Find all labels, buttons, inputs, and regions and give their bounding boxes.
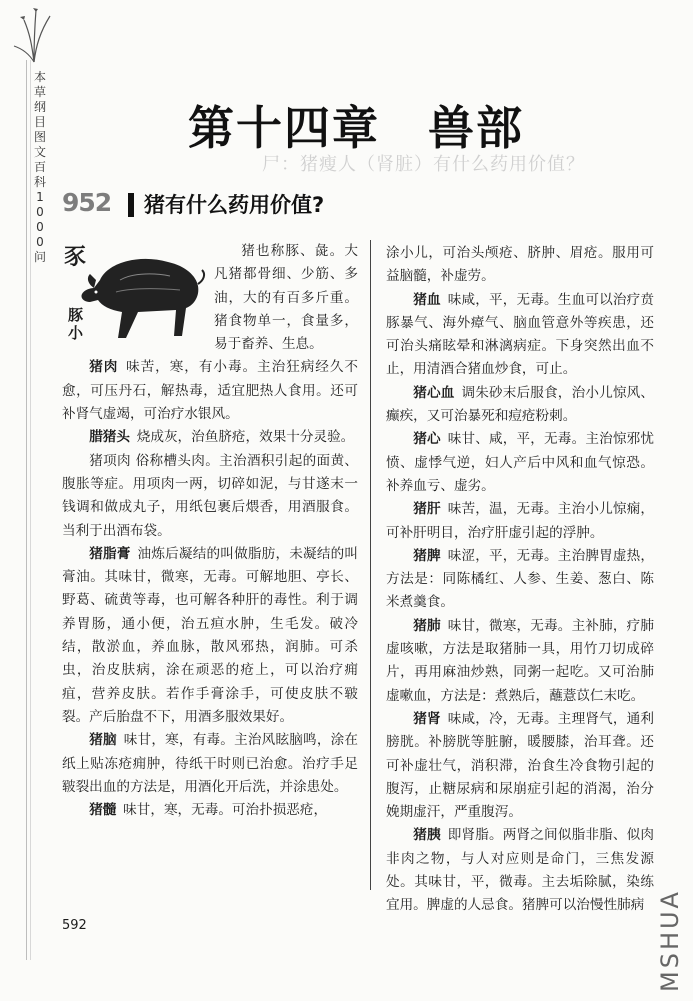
book-title-vertical: 本草纲目图文百科1000问 — [33, 70, 46, 264]
paragraph — [386, 615, 654, 708]
paragraph — [62, 426, 358, 449]
entry-term: 猪肾 — [413, 710, 441, 727]
paragraph — [386, 824, 654, 917]
paragraph — [62, 356, 358, 426]
entry-term: 猪心 — [413, 431, 441, 448]
entry-term: 猪肝 — [413, 501, 441, 518]
entry-term: 猪胰 — [413, 827, 441, 844]
title-bar-divider — [128, 193, 134, 217]
entry-term: 猪血 — [413, 291, 441, 308]
paragraph — [386, 382, 654, 429]
chapter-title: 第十四章 兽部 — [188, 101, 524, 155]
entry-term: 猪肺 — [413, 617, 441, 634]
margin-rule — [26, 60, 27, 960]
page-number: 592 — [62, 918, 87, 933]
entry-text: 油炼后凝结的叫做脂肪，未凝结的叫膏油。其味甘，微寒，无毒。可解地胆、亭长、野葛、硫黄等毒，也可解各种肝的毒性。利于调养胃肠，通小便，治五疸水肿，生毛发。破冷结，散淤血，养血脉，散风邪热，润肺。可杀虫，治皮肤病，涂在顽恶的疮上，可以治疗痈疽，营养皮肤。若作手膏涂手，可使皮肤不皲裂。产后胎盘不下，用酒多服效果好。 — [62, 545, 359, 725]
question-number: 952 — [62, 188, 112, 217]
entry-term: 猪脑 — [89, 732, 117, 749]
paragraph — [386, 498, 654, 545]
entry-term: 猪心血 — [413, 384, 455, 401]
entry-text: 猪项肉 俗称槽头肉。主治酒积引起的面黄、腹胀等症。用项肉一两，切碎如泥，与甘遂末一钱调和做成丸子，用纸包裹后煨香，用酒服食。当利于出酒布袋。 — [62, 452, 358, 539]
illustration-label-top: 豕 — [64, 244, 87, 270]
pig-illustration — [60, 240, 208, 350]
entry-term: 猪脾 — [413, 547, 441, 564]
paragraph — [62, 450, 358, 543]
entry-text: 味甘，寒，有毒。主治风眩脑鸣，涂在纸上贴冻疮痈肿，待纸干时则已治愈。治疗手足皲裂出血的方法是，用酒化开后洗，并涂患处。 — [62, 732, 359, 795]
entry-text: 味苦，寒，有小毒。主治狂病经久不愈，可压丹石，解热毒，适宜肥热人食用。还可补肾气虚竭，可治疗水银风。 — [62, 359, 359, 423]
paragraph — [386, 289, 654, 382]
paragraph — [386, 545, 654, 615]
question-title: 猪有什么药用价值? — [144, 193, 325, 217]
entry-text: 味苦，温，无毒。主治小儿惊痫，可补肝明目，治疗肝虚引起的浮肿。 — [386, 501, 654, 541]
entry-term: 猪髓 — [89, 802, 117, 819]
entry-text: 调朱砂末后服食，治小儿惊风、癫疾，又可治暴死和痘疮粉刺。 — [386, 384, 654, 425]
paragraph — [386, 708, 654, 824]
entry-term: 腊猪头 — [89, 429, 130, 446]
column-divider — [370, 240, 371, 890]
entry-text: 味咸，冷，无毒。主理肾气，通利膀胱。补膀胱等脏腑，暖腰膝，治耳聋。还可补虚壮气，消积滞，治食生冷食物引起的腹泻，止糖尿病和尿崩症引起的消渴，治分娩期虚汗，严重腹泻。 — [386, 710, 654, 821]
illustration-label-bottom: 豚小 — [68, 306, 84, 342]
right-column — [386, 242, 654, 918]
margin-rule-inner — [30, 60, 31, 960]
entry-term: 猪肉 — [89, 359, 119, 376]
entry-text: 味甘、咸，平，无毒。主治惊邪忧愤、虚悸气逆，妇人产后中风和血气惊恐。补养血亏、虚劣。 — [386, 431, 654, 494]
entry-text: 烧成灰，治鱼脐疮，效果十分灵验。 — [136, 429, 355, 446]
entry-text: 即肾脂。两肾之间似脂非脂、似肉非肉之物，与人对应则是命门，三焦发源处。其味甘，平，微毒。主去垢除腻，染练宜用。脾虚的人忌食。猪脾可以治慢性肺病 — [386, 827, 654, 914]
paragraph — [386, 242, 654, 289]
entry-text: 味甘，寒，无毒。可治扑损恶疮， — [123, 802, 328, 819]
entry-text: 味甘，微寒，无毒。主补肺，疗肺虚咳嗽，方法是取猪肺一具，用竹刀切成碎片，再用麻油炒熟，同粥一起吃。又可治肺虚嗽血，方法是：煮熟后，蘸薏苡仁末吃。 — [386, 617, 654, 704]
bleed-through-text: 尸：猪瘦人（肾脏）有什么药用价值？ — [262, 154, 585, 175]
entry-text: 味咸，平，无毒。生血可以治疗贲豚暴气、海外瘴气、脑血管意外等疾患，还可治头痛眩晕和淋漓病症。下身突然出血不止，用清酒合猪血炒食，可止。 — [386, 291, 654, 378]
watermark: MSHUA — [656, 889, 684, 992]
left-column — [62, 240, 358, 822]
orchid-ornament-icon — [12, 6, 56, 64]
entry-text: 涂小儿，可治头颅疮、脐肿、眉疮。服用可益脑髓，补虚劳。 — [386, 245, 654, 285]
entry-text: 味涩，平，无毒。主治脾胃虚热，方法是：同陈橘红、人参、生姜、葱白、陈米煮羹食。 — [386, 547, 654, 611]
intro-paragraph: 猪也称豚、彘。大凡猪都骨细、少筋、多油，大的有百多斤重。猪食物单一，食量多，易于畜养、生息。 — [214, 243, 358, 353]
paragraph — [62, 543, 358, 729]
entry-term: 猪脂膏 — [89, 545, 131, 562]
paragraph — [62, 799, 358, 822]
paragraph — [386, 428, 654, 498]
paragraph — [62, 729, 358, 799]
